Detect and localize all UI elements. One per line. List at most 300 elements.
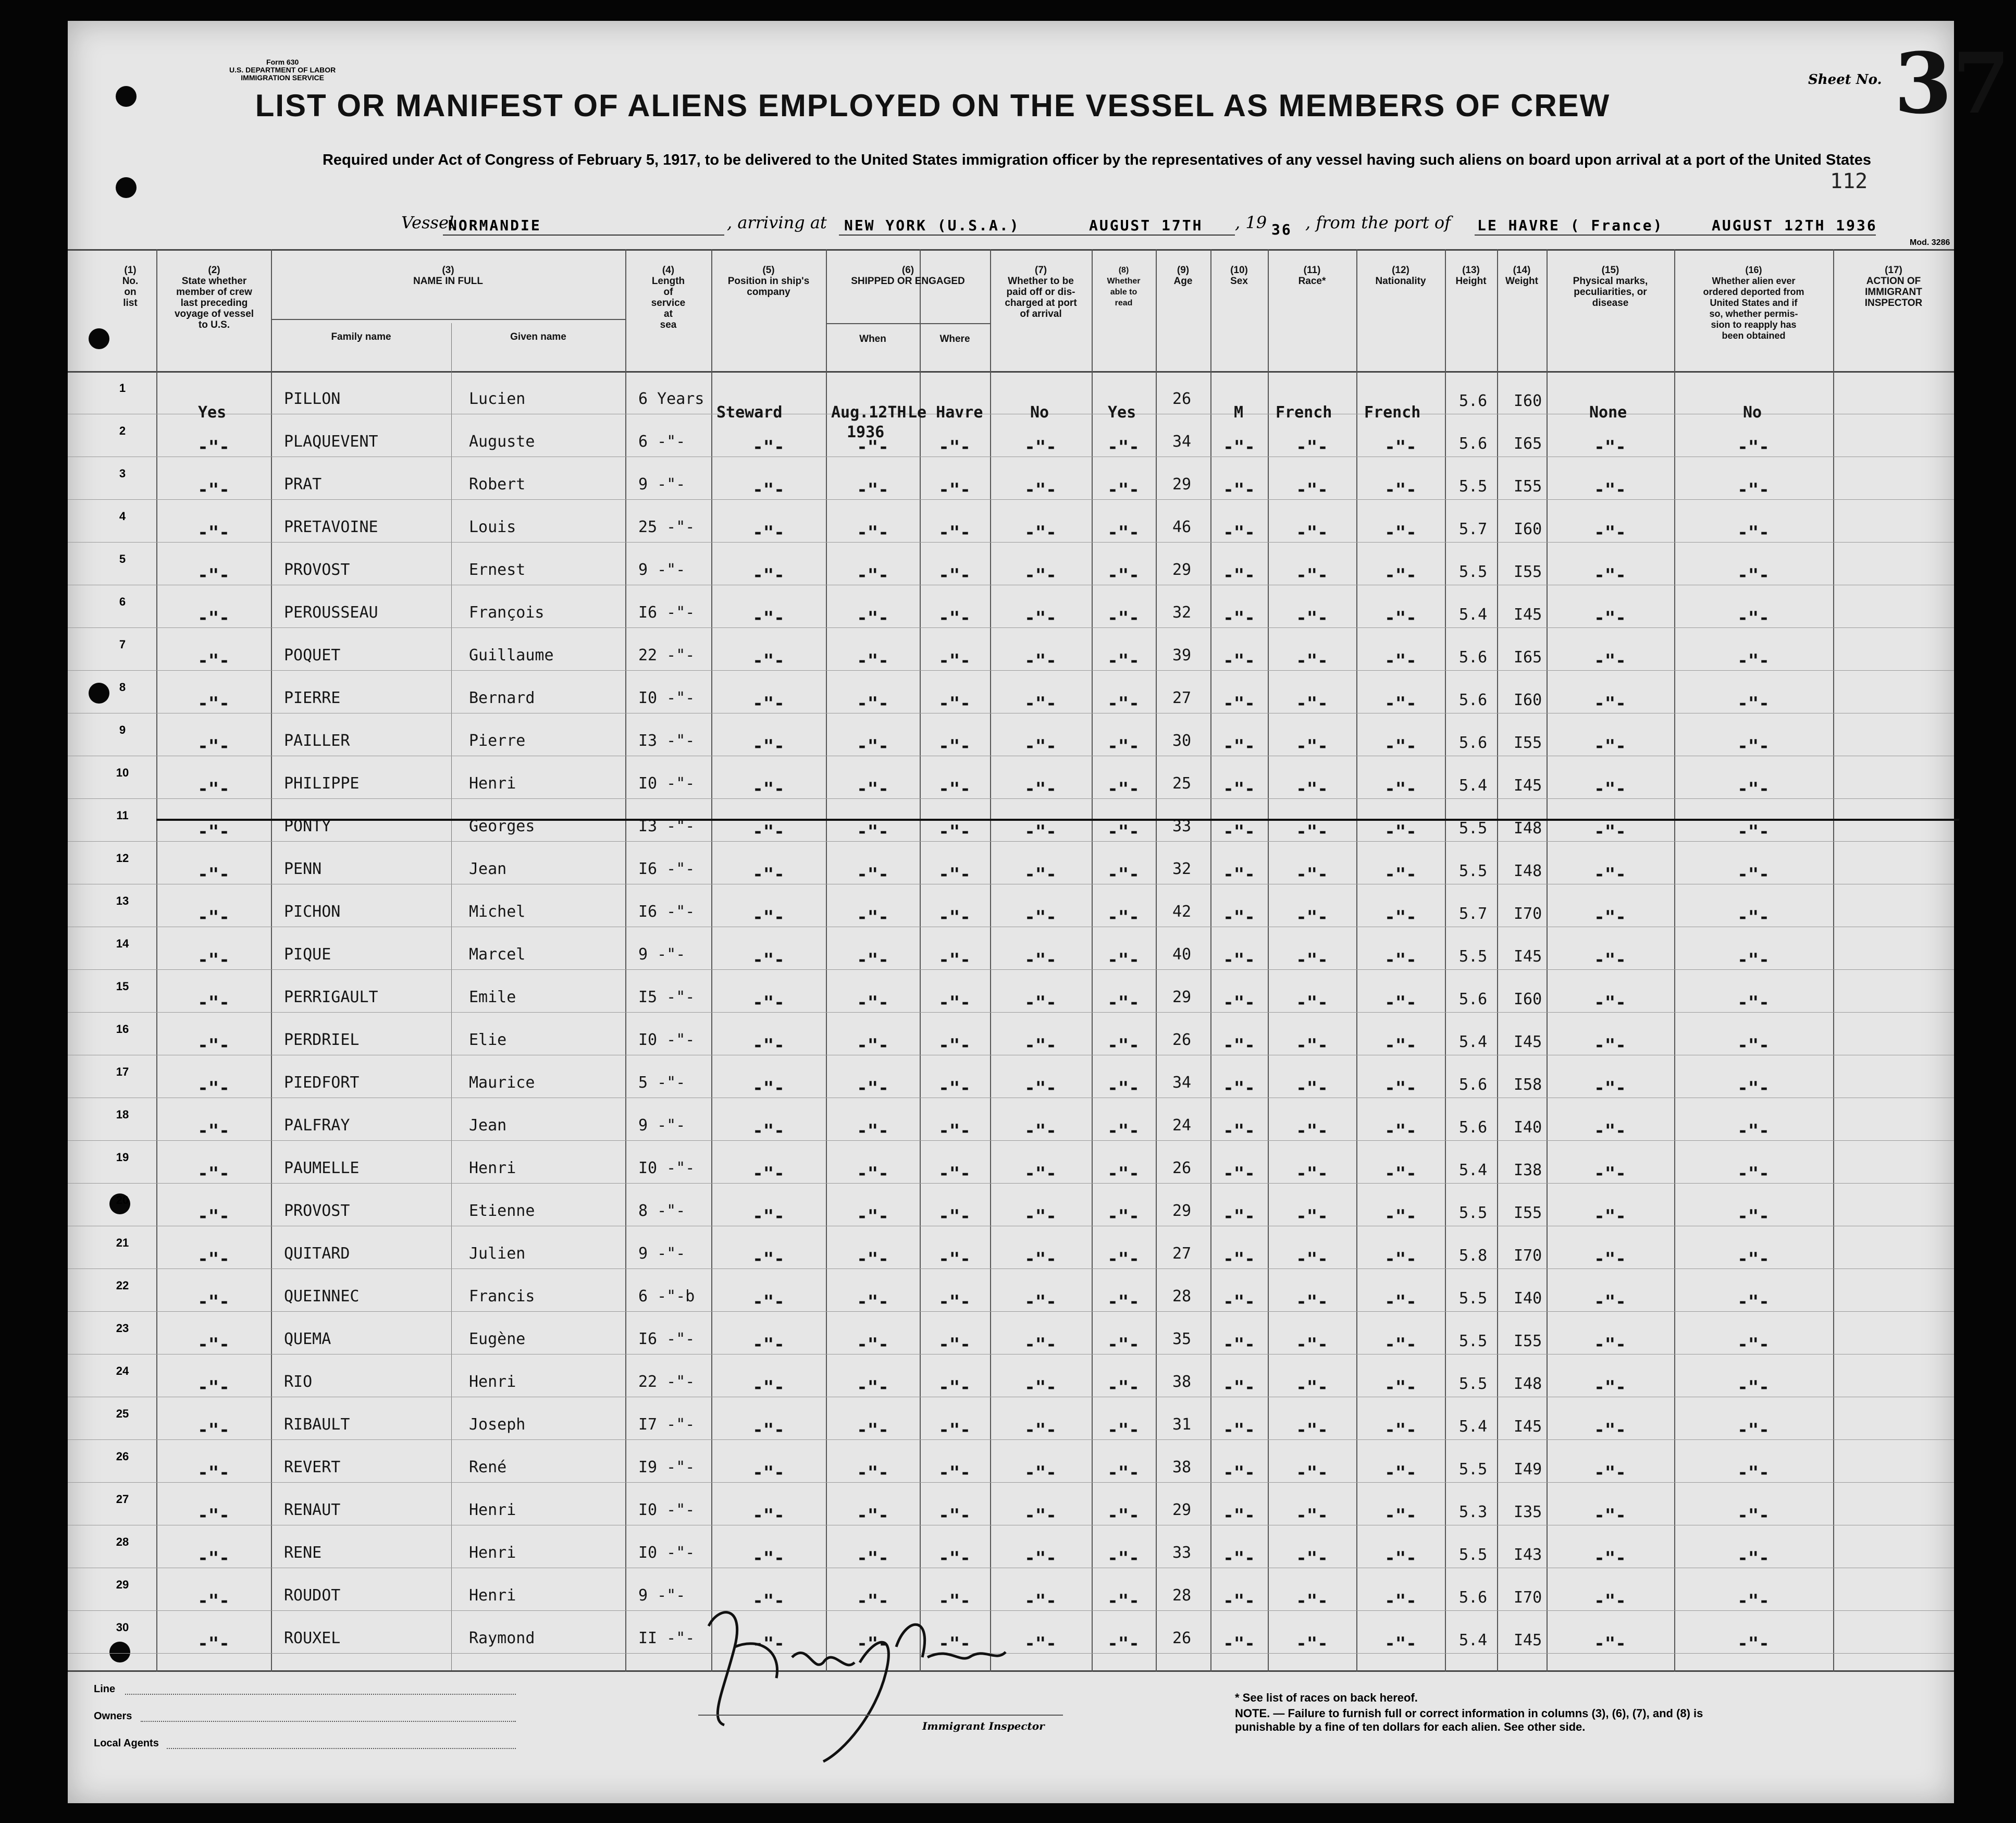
ditto-mark: -"- [1223,950,1255,970]
ditto-mark: -"- [1024,1633,1057,1654]
col-header-physical-marks: (15) Physical marks, peculiarities, or disease [1573,265,1648,309]
ditto-mark: -"- [752,736,785,757]
penalty-note: NOTE. — Failure to furnish full or correct information in columns (3), (6), (7), and (8) is punishable by a fine of ten dollars for each alien. See other side. [1235,1707,1703,1733]
ditto-mark: -"- [857,1078,889,1099]
ditto-mark: -"- [197,779,230,799]
row-rule [68,1311,1954,1312]
ditto-mark: -"- [1296,1633,1328,1654]
row-rule [68,798,1954,799]
weight: I45 [1514,1033,1542,1051]
row-rule [68,670,1954,671]
ditto-mark: -"- [1594,1548,1626,1569]
age: 30 [1172,732,1192,750]
ditto-mark: -"- [752,779,785,799]
ditto-mark: -"- [1223,1377,1255,1398]
row-number: 19 [116,1151,129,1164]
height: 5.4 [1459,1418,1488,1436]
ditto-mark: -"- [938,1078,971,1099]
age: 29 [1172,988,1192,1006]
ditto-mark: -"- [857,1377,889,1398]
length-of-service: 8 -"- [638,1202,686,1220]
given-name: Ernest [469,561,526,579]
family-name: RENE [284,1544,322,1562]
ditto-mark: -"- [1296,1334,1328,1355]
ditto-mark: -"- [752,907,785,928]
ditto-mark: -"- [1107,1548,1140,1569]
row-rule [68,969,1954,970]
shipped-where-value: Le Havre [908,403,983,422]
ditto-mark: -"- [938,1591,971,1611]
family-name: PAILLER [284,732,350,750]
ditto-mark: -"- [1223,1334,1255,1355]
row-number: 24 [116,1364,129,1377]
col-header-race: (11) Race* [1298,265,1326,287]
ditto-mark: -"- [197,992,230,1013]
prior-voyage-value: Yes [198,403,227,422]
family-name: PROVOST [284,1202,350,1220]
ditto-mark: -"- [752,1462,785,1483]
family-name: QUEINNEC [284,1287,360,1305]
inspector-label: Immigrant Inspector [922,1720,1045,1732]
ditto-mark: -"- [1384,1206,1417,1227]
ditto-mark: -"- [1024,1591,1057,1611]
row-number: 7 [119,638,126,651]
ditto-mark: -"- [1024,1334,1057,1355]
ditto-mark: -"- [1107,1291,1140,1312]
ditto-mark: -"- [752,1633,785,1654]
arrival-date: AUGUST 17TH [1089,217,1203,234]
given-name: Michel [469,903,526,921]
weight: I45 [1514,777,1542,795]
given-name: Maurice [469,1074,535,1092]
length-of-service: I0 -"- [638,1544,695,1562]
ditto-mark: -"- [1223,1505,1255,1526]
age: 33 [1172,1544,1192,1562]
col-header-prior-voyage: (2) State whether member of crew last preceding voyage of vessel to U.S. [174,265,254,330]
length-of-service: I5 -"- [638,988,695,1006]
ditto-mark: -"- [1107,1334,1140,1355]
ditto-mark: -"- [752,650,785,671]
ditto-mark: -"- [197,1377,230,1398]
ditto-mark: -"- [1384,950,1417,970]
ditto-mark: -"- [1384,1078,1417,1099]
row-number: 25 [116,1407,129,1420]
ditto-mark: -"- [1107,1505,1140,1526]
ditto-mark: -"- [1594,1120,1626,1141]
sheet-label: Sheet No. [1808,72,1882,88]
weight: I45 [1514,1631,1542,1649]
ditto-mark: -"- [1384,779,1417,799]
ditto-mark: -"- [1296,736,1328,757]
ditto-mark: -"- [1296,565,1328,586]
height: 5.8 [1459,1247,1488,1265]
given-name: Jean [469,1116,507,1135]
ditto-mark: -"- [1223,1291,1255,1312]
ditto-mark: -"- [1024,479,1057,500]
ditto-mark: -"- [938,1505,971,1526]
row-number: 13 [116,894,129,907]
ditto-mark: -"- [1737,1462,1770,1483]
height: 5.3 [1459,1503,1488,1521]
ditto-mark: -"- [1024,1505,1057,1526]
ditto-mark: -"- [752,437,785,458]
ditto-mark: -"- [1024,864,1057,885]
ditto-mark: -"- [1107,1120,1140,1141]
height: 5.6 [1459,435,1488,453]
ditto-mark: -"- [1024,992,1057,1013]
height: 5.5 [1459,1204,1488,1222]
punch-hole [109,1642,130,1662]
weight: I65 [1514,435,1542,453]
weight: I55 [1514,477,1542,496]
age: 29 [1172,475,1192,494]
family-name: PIQUE [284,945,331,964]
ditto-mark: -"- [1384,736,1417,757]
age: 31 [1172,1415,1192,1434]
ditto-mark: -"- [857,821,889,842]
row-number: 20 [116,1193,129,1206]
ditto-mark: -"- [752,1120,785,1141]
ditto-mark: -"- [1024,821,1057,842]
row-rule [68,841,1954,842]
ditto-mark: -"- [1737,522,1770,543]
col-header-name: (3) NAME IN FULL [413,265,484,287]
family-name: PLAQUEVENT [284,433,378,451]
ditto-mark: -"- [1737,1206,1770,1227]
row-number: 18 [116,1108,129,1121]
arriving-label: , arriving at [727,213,827,232]
family-name: QUITARD [284,1245,350,1263]
weight: I70 [1514,1247,1542,1265]
length-of-service: 22 -"- [638,646,695,664]
ditto-mark: -"- [1223,693,1255,714]
ditto-mark: -"- [1594,907,1626,928]
col-header-when: When [859,334,886,344]
age: 35 [1172,1330,1192,1348]
ditto-mark: -"- [1737,1633,1770,1654]
length-of-service: I6 -"- [638,903,695,921]
row-number: 30 [116,1621,129,1634]
given-name: Louis [469,518,516,536]
length-of-service: 22 -"- [638,1373,695,1391]
given-name: Robert [469,475,526,494]
ditto-mark: -"- [197,1035,230,1056]
ditto-mark: -"- [1296,1120,1328,1141]
races-note: * See list of races on back hereof. [1235,1691,1418,1704]
height: 5.4 [1459,777,1488,795]
col-header-list-no: (1) No. on list [122,265,139,309]
ditto-mark: -"- [752,1163,785,1184]
ditto-mark: -"- [1223,608,1255,629]
ditto-mark: -"- [1107,864,1140,885]
family-name: PIERRE [284,689,341,707]
family-name: PERRIGAULT [284,988,378,1006]
ditto-mark: -"- [1296,1206,1328,1227]
ditto-mark: -"- [1594,1334,1626,1355]
ditto-mark: -"- [1107,821,1140,842]
weight: I40 [1514,1289,1542,1308]
row-number: 17 [116,1065,129,1078]
ditto-mark: -"- [197,522,230,543]
form-line-1: Form 630 [266,58,299,66]
ditto-mark: -"- [1737,437,1770,458]
height: 5.6 [1459,648,1488,667]
ditto-mark: -"- [938,992,971,1013]
ditto-mark: -"- [1223,864,1255,885]
ditto-mark: -"- [1024,693,1057,714]
ditto-mark: -"- [1384,1420,1417,1440]
ditto-mark: -"- [1594,1420,1626,1440]
ditto-mark: -"- [1223,1206,1255,1227]
ditto-mark: -"- [857,1291,889,1312]
col-header-deported: (16) Whether alien ever ordered deported from United States and if so, whether permis- sion to reapply has been obtained [1703,265,1804,341]
strike-line [156,819,1959,821]
ditto-mark: -"- [1107,736,1140,757]
family-name: PHILIPPE [284,774,360,793]
ditto-mark: -"- [1384,1163,1417,1184]
punch-hole [116,177,137,198]
vessel-name: NORMANDIE [448,217,541,234]
family-name: PALFRAY [284,1116,350,1135]
ditto-mark: -"- [938,736,971,757]
weight: I60 [1514,691,1542,709]
ditto-mark: -"- [1024,608,1057,629]
marks-value: None [1589,403,1627,422]
ditto-mark: -"- [1594,565,1626,586]
ditto-mark: -"- [1384,608,1417,629]
weight: I45 [1514,947,1542,966]
ditto-mark: -"- [1384,992,1417,1013]
age: 46 [1172,518,1192,536]
ditto-mark: -"- [197,1420,230,1440]
length-of-service: I0 -"- [638,689,695,707]
height: 5.4 [1459,606,1488,624]
ditto-mark: -"- [1737,736,1770,757]
ditto-mark: -"- [1737,1120,1770,1141]
ditto-mark: -"- [752,1591,785,1611]
height: 5.5 [1459,477,1488,496]
ditto-mark: -"- [752,608,785,629]
ditto-mark: -"- [857,1120,889,1141]
given-name: Henri [469,1544,516,1562]
ditto-mark: -"- [857,864,889,885]
ditto-mark: -"- [752,1377,785,1398]
ditto-mark: -"- [197,864,230,885]
given-name: René [469,1458,507,1476]
weight: I45 [1514,606,1542,624]
height: 5.5 [1459,862,1488,880]
ditto-mark: -"- [1737,565,1770,586]
row-number: 10 [116,766,129,779]
given-name: Joseph [469,1415,526,1434]
ditto-mark: -"- [1223,565,1255,586]
given-name: Francis [469,1287,535,1305]
ditto-mark: -"- [1223,1548,1255,1569]
ditto-mark: -"- [857,1505,889,1526]
ditto-mark: -"- [938,693,971,714]
ditto-mark: -"- [1107,1591,1140,1611]
ditto-mark: -"- [1296,1462,1328,1483]
ditto-mark: -"- [1737,608,1770,629]
length-of-service: 9 -"- [638,1586,686,1605]
ditto-mark: -"- [1384,522,1417,543]
age: 29 [1172,1202,1192,1220]
weight: I45 [1514,1418,1542,1436]
sheet-number: 37 [1894,34,2010,132]
weight: I55 [1514,1204,1542,1222]
ditto-mark: -"- [1594,779,1626,799]
age: 32 [1172,860,1192,878]
ditto-mark: -"- [857,693,889,714]
ditto-mark: -"- [938,437,971,458]
age: 42 [1172,903,1192,921]
age: 27 [1172,689,1192,707]
shipped-when-year: 1936 [847,423,885,441]
age: 25 [1172,774,1192,793]
ditto-mark: -"- [1296,1420,1328,1440]
ditto-mark: -"- [1223,821,1255,842]
weight: I48 [1514,819,1542,837]
ditto-mark: -"- [1296,650,1328,671]
weight: I43 [1514,1546,1542,1564]
ditto-mark: -"- [1594,1505,1626,1526]
ditto-mark: -"- [1107,950,1140,970]
ditto-mark: -"- [857,1249,889,1270]
ditto-mark: -"- [197,608,230,629]
given-name: Eugène [469,1330,526,1348]
length-of-service: 25 -"- [638,518,695,536]
ditto-mark: -"- [1737,907,1770,928]
ditto-mark: -"- [857,608,889,629]
ditto-mark: -"- [1594,864,1626,885]
ditto-mark: -"- [857,479,889,500]
vessel-label: Vessel [401,213,454,232]
ditto-mark: -"- [1594,821,1626,842]
ditto-mark: -"- [938,608,971,629]
row-rule [68,627,1954,628]
row-rule [68,1482,1954,1483]
ditto-mark: -"- [938,650,971,671]
ditto-mark: -"- [752,522,785,543]
ditto-mark: -"- [1223,1633,1255,1654]
given-name: Henri [469,774,516,793]
ditto-mark: -"- [1296,1505,1328,1526]
age: 38 [1172,1458,1192,1476]
departure-date: AUGUST 12TH 1936 [1712,217,1877,234]
length-of-service: 9 -"- [638,945,686,964]
inspector-signature [688,1584,1021,1782]
length-of-service: II -"- [638,1629,695,1647]
arriving-port: NEW YORK (U.S.A.) [844,217,1020,234]
ditto-mark: -"- [752,992,785,1013]
age: 29 [1172,561,1192,579]
ditto-mark: -"- [1024,1291,1057,1312]
ditto-mark: -"- [1737,1377,1770,1398]
height: 5.6 [1459,691,1488,709]
height: 5.6 [1459,990,1488,1008]
ditto-mark: -"- [938,950,971,970]
ditto-mark: -"- [857,950,889,970]
year-suffix: 36 [1271,221,1292,238]
length-of-service: 6 Years [638,390,704,408]
race-value: French [1276,403,1332,422]
ditto-mark: -"- [197,950,230,970]
ditto-mark: -"- [938,1120,971,1141]
ditto-mark: -"- [197,437,230,458]
ditto-mark: -"- [1737,864,1770,885]
ditto-mark: -"- [1737,1291,1770,1312]
age: 38 [1172,1373,1192,1391]
ditto-mark: -"- [1223,1035,1255,1056]
ditto-mark: -"- [1024,1206,1057,1227]
ditto-mark: -"- [1594,650,1626,671]
stamp-number: 112 [1830,169,1868,193]
ditto-mark: -"- [1296,608,1328,629]
height: 5.5 [1459,1546,1488,1564]
ditto-mark: -"- [1223,1249,1255,1270]
ditto-mark: -"- [857,907,889,928]
given-name: Pierre [469,732,526,750]
ditto-mark: -"- [1024,1420,1057,1440]
ditto-mark: -"- [752,1249,785,1270]
col-header-paid-off: (7) Whether to be paid off or dis- charged at port of arrival [1005,265,1077,319]
ditto-mark: -"- [752,821,785,842]
ditto-mark: -"- [1594,992,1626,1013]
height: 5.4 [1459,1631,1488,1649]
length-of-service: I6 -"- [638,860,695,878]
ditto-mark: -"- [197,1078,230,1099]
requirement-text: Required under Act of Congress of February 5, 1917, to be delivered to the United States immigration officer by the representatives of any vessel having such aliens on board upon arrival at a port of the United States [322,152,1872,168]
col-header-weight: (14) Weight [1505,265,1538,287]
col-header-nationality: (12) Nationality [1375,265,1426,287]
ditto-mark: -"- [197,1548,230,1569]
row-number: 5 [119,552,126,565]
ditto-mark: -"- [752,1078,785,1099]
ditto-mark: -"- [197,650,230,671]
row-rule [68,542,1954,543]
nationality-value: French [1364,403,1421,422]
from-port: LE HAVRE ( France) [1477,217,1664,234]
length-of-service: I7 -"- [638,1415,695,1434]
ditto-mark: -"- [1594,1377,1626,1398]
age: 26 [1172,1629,1192,1647]
ditto-mark: -"- [197,1633,230,1654]
ditto-mark: -"- [1107,522,1140,543]
ditto-mark: -"- [1024,650,1057,671]
age: 29 [1172,1501,1192,1519]
row-rule [68,499,1954,500]
age: 26 [1172,390,1192,408]
length-of-service: 5 -"- [638,1074,686,1092]
ditto-mark: -"- [1594,736,1626,757]
height: 5.7 [1459,905,1488,923]
ditto-mark: -"- [1296,1163,1328,1184]
ditto-mark: -"- [1223,907,1255,928]
length-of-service: I0 -"- [638,1159,695,1177]
ditto-mark: -"- [857,650,889,671]
row-number: 22 [116,1279,129,1292]
row-number: 12 [116,852,129,865]
footer-line-label: Line [94,1683,116,1695]
weight: I60 [1514,520,1542,538]
ditto-mark: -"- [1594,1633,1626,1654]
ditto-mark: -"- [1107,650,1140,671]
ditto-mark: -"- [1107,992,1140,1013]
ditto-mark: -"- [1384,821,1417,842]
ditto-mark: -"- [1223,1591,1255,1611]
row-number: 16 [116,1023,129,1036]
ditto-mark: -"- [857,1420,889,1440]
